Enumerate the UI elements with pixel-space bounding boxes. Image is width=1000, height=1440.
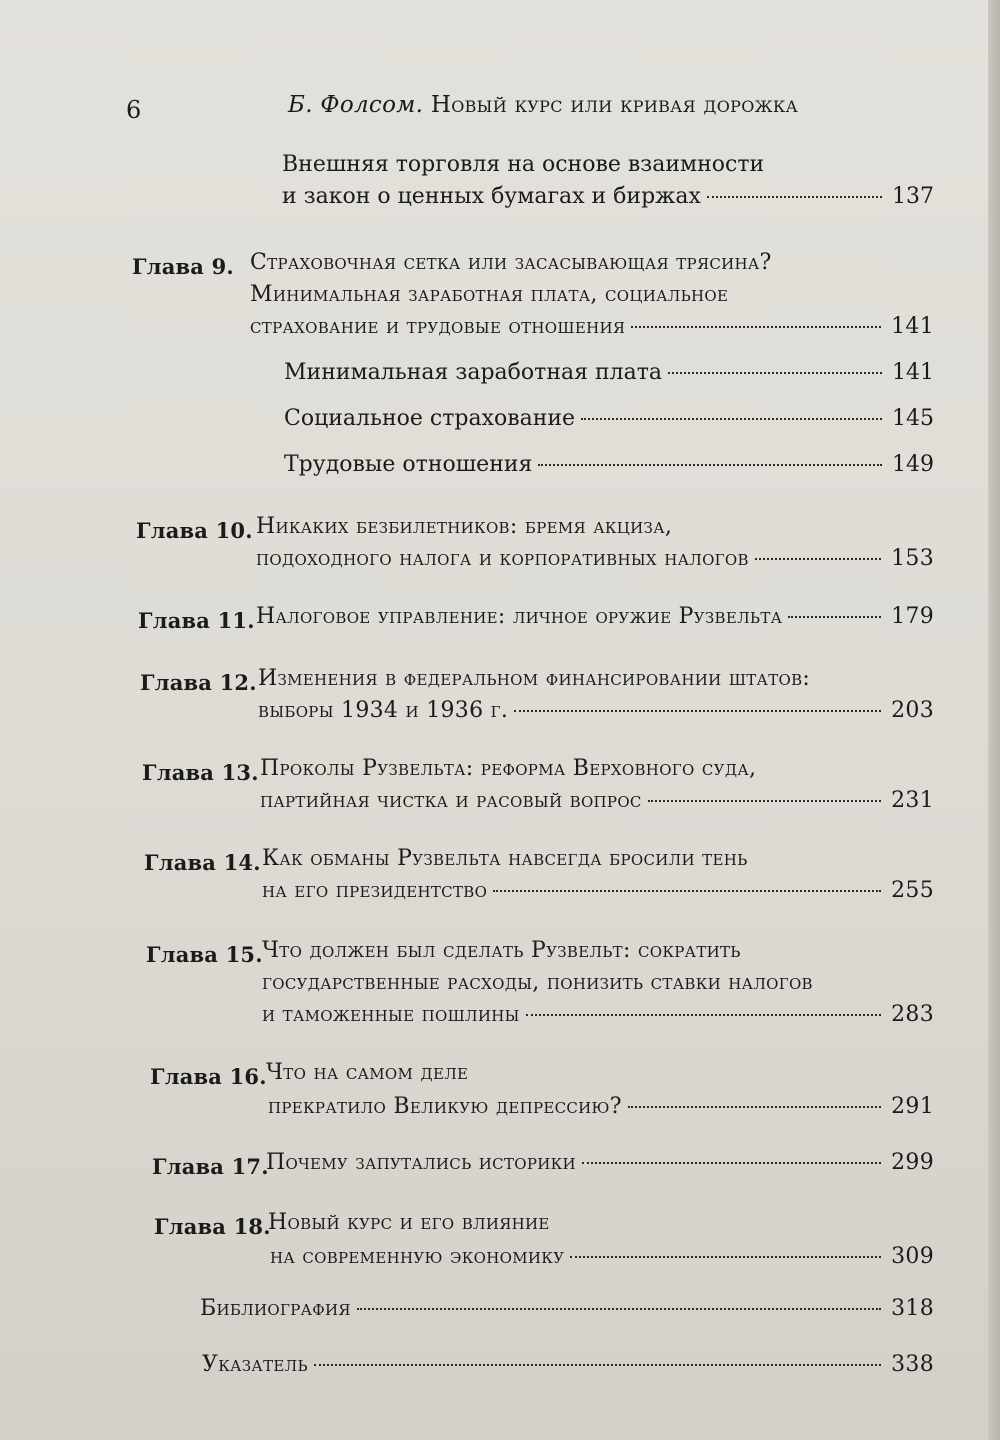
index-title: Указатель [202, 1352, 308, 1377]
page-ref: 141 [892, 360, 934, 385]
header-author: Б. Фолсом. [288, 92, 424, 118]
chapter-title: выборы 1934 и 1936 г. [258, 698, 509, 723]
dot-leader [357, 1308, 881, 1310]
section-title: Социальное страхование [284, 406, 576, 431]
toc-bibliography-line [200, 1296, 934, 1326]
chapter-title: Никаких безбилетников: бремя акциза, [256, 514, 673, 539]
page-ref: 179 [891, 604, 934, 629]
chapter-title: государственные расходы, понизить ставки налогов [262, 970, 813, 995]
toc-entry-title: Внешняя торговля на основе взаимности [282, 152, 765, 177]
toc-section-line [284, 360, 934, 390]
chapter-title-line [268, 1094, 934, 1124]
chapter-title-line [266, 1060, 468, 1090]
dot-leader [538, 464, 882, 466]
chapter-title-line [268, 1210, 550, 1240]
chapter-title: Изменения в федеральном финансировании штатов: [258, 666, 811, 691]
chapter-title-line [250, 314, 934, 344]
page-ref: 141 [891, 314, 934, 339]
chapter-label: Глава 15. [146, 942, 263, 967]
chapter-title: на современную экономику [270, 1244, 565, 1269]
chapter-label: Глава 18. [154, 1214, 271, 1239]
chapter-title: подоходного налога и корпоративных налогов [256, 546, 749, 571]
chapter-label: Глава 9. [132, 254, 234, 279]
toc-entry-line [282, 184, 934, 214]
page-ref: 291 [891, 1094, 934, 1119]
page-ref: 137 [892, 184, 934, 209]
toc-entry-line [282, 152, 764, 182]
chapter-title-line [260, 788, 934, 818]
chapter-title: прекратило Великую депрессию? [268, 1094, 622, 1119]
chapter-label: Глава 13. [142, 760, 259, 785]
toc-section-line [284, 452, 934, 482]
chapter-title-line [262, 1002, 934, 1032]
dot-leader [526, 1014, 881, 1016]
page-ref: 145 [892, 406, 934, 431]
chapter-title: Минимальная заработная плата, социальное [250, 282, 729, 307]
section-title: Трудовые отношения [284, 452, 533, 477]
page-ref: 283 [891, 1002, 934, 1027]
dot-leader [581, 418, 882, 420]
page-ref: 203 [891, 698, 934, 723]
chapter-title-line [256, 604, 934, 634]
chapter-title: Страховочная сетка или засасывающая трясина? [250, 250, 772, 275]
chapter-label: Глава 11. [138, 608, 255, 633]
page-ref: 299 [891, 1150, 934, 1175]
chapter-title-line [262, 938, 741, 968]
page-number: 6 [126, 96, 142, 124]
page-ref: 318 [891, 1296, 934, 1321]
toc-index-line [202, 1352, 934, 1382]
chapter-title-line [270, 1244, 934, 1274]
chapter-title: на его президентство [262, 878, 488, 903]
chapter-label: Глава 14. [144, 850, 261, 875]
chapter-title-line [250, 282, 728, 312]
header-title: Новый курс или кривая дорожка [430, 92, 799, 118]
chapter-title-line [256, 546, 934, 576]
chapter-title-line [258, 666, 810, 696]
page-ref: 309 [891, 1244, 934, 1269]
dot-leader [788, 616, 881, 618]
dot-leader [314, 1364, 881, 1366]
dot-leader [707, 196, 882, 198]
chapter-title: Как обманы Рузвельта навсегда бросили тень [262, 846, 748, 871]
dot-leader [668, 372, 882, 374]
toc-section-line [284, 406, 934, 436]
bibliography-title: Библиография [200, 1296, 351, 1321]
chapter-title: Почему запутались историки [266, 1150, 576, 1175]
dot-leader [648, 800, 881, 802]
section-title: Минимальная заработная плата [284, 360, 663, 385]
dot-leader [628, 1106, 881, 1108]
page-ref: 255 [891, 878, 934, 903]
chapter-label: Глава 16. [150, 1064, 267, 1089]
chapter-title: Что должен был сделать Рузвельт: сократить [262, 938, 741, 963]
chapter-title: Новый курс и его влияние [268, 1210, 550, 1235]
dot-leader [514, 710, 881, 712]
chapter-title: Проколы Рузвельта: реформа Верховного суда, [260, 756, 757, 781]
dot-leader [631, 326, 881, 328]
page-ref: 231 [891, 788, 934, 813]
dot-leader [582, 1162, 881, 1164]
chapter-title-line [262, 846, 747, 876]
chapter-title-line [262, 970, 813, 1000]
chapter-title-line [250, 250, 772, 280]
chapter-title-line [260, 756, 756, 786]
chapter-title: и таможенные пошлины [262, 1002, 520, 1027]
page-ref: 153 [891, 546, 934, 571]
page-edge [988, 0, 1000, 1440]
page-ref: 338 [891, 1352, 934, 1377]
running-header [288, 92, 798, 118]
chapter-title-line [262, 878, 934, 908]
dot-leader [493, 890, 881, 892]
toc-entry-title: и закон о ценных бумагах и биржах [282, 184, 701, 209]
chapter-label: Глава 17. [152, 1154, 269, 1179]
page-ref: 149 [892, 452, 934, 477]
dot-leader [755, 558, 881, 560]
chapter-title-line [266, 1150, 934, 1180]
chapter-label: Глава 10. [136, 518, 253, 543]
chapter-title: страхование и трудовые отношения [250, 314, 626, 339]
chapter-title: Что на самом деле [266, 1060, 469, 1085]
chapter-title-line [256, 514, 672, 544]
chapter-title: Налоговое управление: личное оружие Рузвельта [256, 604, 783, 629]
chapter-label: Глава 12. [140, 670, 257, 695]
chapter-title-line [258, 698, 934, 728]
dot-leader [570, 1256, 881, 1258]
chapter-title: партийная чистка и расовый вопрос [260, 788, 642, 813]
